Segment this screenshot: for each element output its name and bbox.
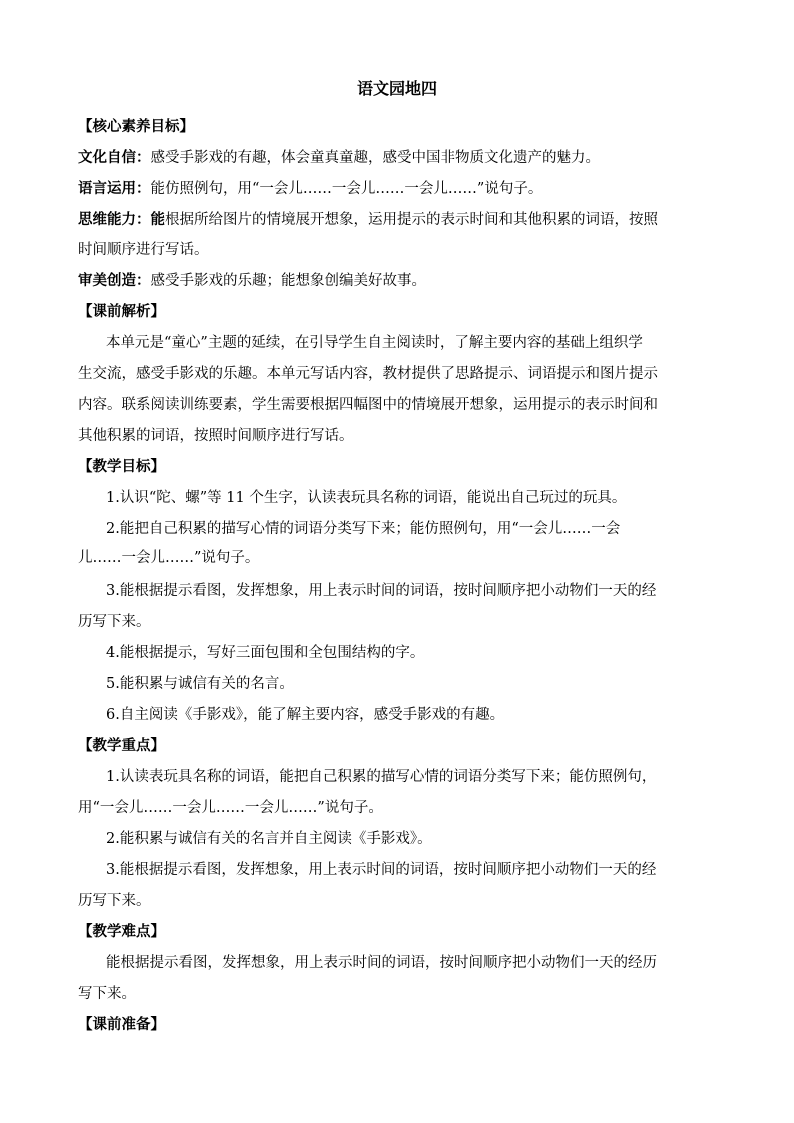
core-item-label: 文化自信 xyxy=(78,150,136,166)
key-point-line: 3.能根据提示看图，发挥想象，用上表示时间的词语，按时间顺序把小动物们一天的经 xyxy=(106,862,657,878)
difficulty-line: 能根据提示看图，发挥想象，用上表示时间的词语，按时间顺序把小动物们一天的经历 xyxy=(106,955,657,971)
analysis-line: 内容。联系阅读训练要素，学生需要根据四幅图中的情境展开想象，运用提示的表示时间和 xyxy=(78,397,658,413)
core-item-text: 感受手影戏的乐趣；能想象创编美好故事。 xyxy=(150,273,426,289)
page-title: 语文园地四 xyxy=(356,79,437,98)
goal-line: 6.自主阅读《手影戏》，能了解主要内容，感受手影戏的有趣。 xyxy=(106,707,505,723)
goal-line: 5.能积累与诚信有关的名言。 xyxy=(106,676,294,692)
key-point-line: 2.能积累与诚信有关的名言并自主阅读《手影戏》。 xyxy=(106,831,432,847)
section-heading-preparation: 【课前准备】 xyxy=(78,1017,165,1033)
difficulty-line: 写下来。 xyxy=(78,986,136,1002)
goal-line: 3.能根据提示看图，发挥想象，用上表示时间的词语，按时间顺序把小动物们一天的经 xyxy=(106,583,657,599)
goal-line: 2.能把自己积累的描写心情的词语分类写下来；能仿照例句，用“一会儿……一会 xyxy=(106,521,621,537)
core-item-text: 能仿照例句，用“一会儿……一会儿……一会儿……”说句子。 xyxy=(150,181,543,197)
analysis-line: 生交流，感受手影戏的乐趣。本单元写话内容，教材提供了思路提示、词语提示和图片提示 xyxy=(78,366,658,382)
goal-line: 历写下来。 xyxy=(78,614,151,630)
key-point-line: 历写下来。 xyxy=(78,893,151,909)
analysis-line: 本单元是“童心”主题的延续，在引导学生自主阅读时，了解主要内容的基础上组织学 xyxy=(106,335,643,351)
core-item-label: 审美创造 xyxy=(78,273,136,289)
core-item-thinking-cont: 时间顺序进行写话。 xyxy=(78,242,209,258)
core-item-label: 思维能力 xyxy=(78,212,136,228)
section-heading-difficulties: 【教学难点】 xyxy=(78,924,165,940)
section-heading-key-points: 【教学重点】 xyxy=(78,738,165,754)
goal-line: 4.能根据提示，写好三面包围和全包围结构的字。 xyxy=(106,645,425,661)
core-item-aesthetic: 审美创造：感受手影戏的乐趣；能想象创编美好故事。 xyxy=(78,273,426,289)
key-point-line: 用“一会儿……一会儿……一会儿……”说句子。 xyxy=(78,800,383,816)
core-item-thinking: 思维能力：能根据所给图片的情境展开想象，运用提示的表示时间和其他积累的词语，按照 xyxy=(78,212,658,228)
section-heading-goals: 【教学目标】 xyxy=(78,459,165,475)
analysis-line: 其他积累的词语，按照时间顺序进行写话。 xyxy=(78,428,354,444)
core-item-text: 根据所给图片的情境展开想象，运用提示的表示时间和其他积累的词语，按照 xyxy=(165,212,658,228)
core-item-language: 语言运用：能仿照例句，用“一会儿……一会儿……一会儿……”说句子。 xyxy=(78,181,543,197)
goal-line: 1.认识“陀、螺”等 11 个生字，认读表玩具名称的词语，能说出自己玩过的玩具。 xyxy=(106,490,627,506)
key-point-line: 1.认读表玩具名称的词语，能把自己积累的描写心情的词语分类写下来；能仿照例句， xyxy=(106,769,657,785)
goal-line: 儿……一会儿……”说句子。 xyxy=(78,550,260,566)
core-item-label: 语言运用 xyxy=(78,181,136,197)
core-item-text: 感受手影戏的有趣，体会童真童趣，感受中国非物质文化遗产的魅力。 xyxy=(150,150,600,166)
core-item-culture: 文化自信：感受手影戏的有趣，体会童真童趣，感受中国非物质文化遗产的魅力。 xyxy=(78,150,600,166)
section-heading-analysis: 【课前解析】 xyxy=(78,304,165,320)
section-heading-core: 【核心素养目标】 xyxy=(78,119,194,135)
